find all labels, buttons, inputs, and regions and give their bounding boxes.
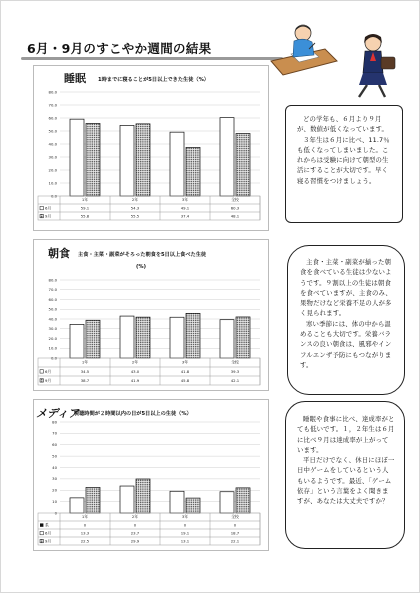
sleep-category-title: 睡眠 [64, 72, 86, 85]
y-tick-label: 0.0 [50, 355, 57, 361]
bar-sept [136, 479, 150, 513]
data-value-label: 19.1 [180, 530, 190, 536]
running-student-illustration [343, 31, 403, 101]
sleep-chart-panel [33, 65, 269, 231]
y-tick-label: 0 [54, 510, 57, 516]
data-value-label: 43.0 [130, 368, 140, 374]
y-tick-label: 80 [52, 419, 57, 425]
data-value-label: 34.5 [80, 368, 90, 374]
bar-june [120, 316, 134, 358]
bar-june [170, 317, 184, 358]
y-tick-label: 80.0 [48, 89, 57, 95]
x-category-label: 全校 [231, 196, 239, 202]
breakfast-comment-bubble [287, 245, 405, 395]
y-tick-label: 0.0 [50, 193, 57, 199]
x-category-label: 2年 [131, 196, 139, 202]
data-value-label: 13.3 [80, 530, 90, 536]
data-value-label: 0 [183, 522, 187, 528]
y-tick-label: 10 [52, 498, 57, 504]
bar-sept [86, 123, 100, 196]
data-value-label: 23.7 [130, 530, 140, 536]
y-tick-label: 30.0 [48, 154, 57, 160]
data-value-label: 39.3 [230, 368, 240, 374]
bar-june [120, 486, 134, 513]
media-comment-bubble [285, 401, 405, 549]
x-category-label: 3年 [181, 513, 189, 519]
y-tick-label: 20.0 [48, 335, 57, 341]
bar-sept [136, 317, 150, 358]
series-label: 6月 [45, 205, 52, 211]
sleep-chart-subtitle-text: 1時までに寝ることが5日以上できた生徒（%） [98, 77, 209, 83]
x-category-label: 全校 [231, 359, 239, 365]
bar-sept [236, 317, 250, 358]
y-tick-label: 50 [52, 453, 57, 459]
data-value-label: 48.1 [230, 213, 240, 219]
data-value-label: 60.3 [230, 205, 240, 211]
data-table-frame [38, 358, 260, 385]
series-label: 6月 [45, 530, 52, 536]
data-value-label: 54.3 [130, 205, 140, 211]
sleep-comment-bubble [285, 105, 403, 223]
media-chart-panel [33, 399, 269, 551]
data-value-label: 22.5 [80, 538, 90, 544]
y-tick-label: 20.0 [48, 167, 57, 173]
data-value-label: 22.1 [230, 538, 240, 544]
y-tick-label: 50.0 [48, 128, 57, 134]
media-comment-1: 睡眠や食事に比べ、達成率がとても低いです。１，２年生は６月に比べ９月は達成率が上がっています。 [297, 415, 395, 454]
data-value-label: 42.1 [230, 377, 240, 383]
bar-june [220, 118, 234, 196]
data-value-label: 18.7 [230, 530, 240, 536]
y-tick-label: 10.0 [48, 345, 57, 351]
data-value-label: 55.8 [80, 213, 90, 219]
series-label: 系 [45, 522, 49, 528]
bar-sept [236, 488, 250, 513]
page-title: 6月・9月のすこやか週間の結果 [27, 41, 212, 56]
breakfast-chart-subtitle: 主食・主菜・副菜がそろった朝食を5日以上食べた生徒 [78, 252, 207, 258]
title-underline [21, 57, 283, 60]
legend-swatch [40, 214, 43, 217]
x-category-label: 2年 [131, 359, 139, 365]
breakfast-category-title: 朝食 [48, 247, 70, 260]
x-category-label: 1年 [81, 196, 89, 202]
data-value-label: 41.8 [180, 368, 190, 374]
bar-sept [186, 147, 200, 196]
legend-swatch [40, 539, 43, 542]
data-value-label: 38.7 [80, 377, 90, 383]
bar-june [170, 491, 184, 513]
bar-june [220, 492, 234, 513]
y-tick-label: 60.0 [48, 296, 57, 302]
media-chart-subtitle: 視聴時間が２時間以内の日が5日以上の生徒（%） [74, 411, 192, 417]
x-category-label: 3年 [181, 196, 189, 202]
series-label: 6月 [45, 368, 52, 374]
x-category-label: 3年 [181, 359, 189, 365]
studying-student-illustration [269, 21, 339, 79]
y-tick-label: 40 [52, 464, 57, 470]
x-category-label: 1年 [81, 513, 89, 519]
data-value-label: 29.9 [130, 538, 140, 544]
y-tick-label: 50.0 [48, 306, 57, 312]
legend-swatch [40, 379, 43, 382]
data-value-label: 55.5 [130, 213, 140, 219]
bar-sept [236, 133, 250, 196]
breakfast-comment-2: 寒い季節には、体の中から温めることも大切です。栄養バランスの良い朝食は、風邪やインフルエンザ予防にもつながります。 [300, 319, 392, 369]
y-tick-label: 20 [52, 487, 57, 493]
x-category-label: 全校 [231, 513, 239, 519]
breakfast-chart-panel [33, 239, 269, 391]
data-value-label: 59.1 [80, 205, 90, 211]
media-bar-chart [34, 400, 270, 552]
bar-june [70, 498, 84, 513]
data-value-label: 49.1 [180, 205, 190, 211]
bar-sept [186, 498, 200, 513]
breakfast-bar-chart [34, 240, 270, 392]
breakfast-comment-1: 主食・主菜・副菜が揃った朝食を食べている生徒は少ないようです。９割以上の生徒は朝食を食べていますが、主食のみ、果物だけなど栄養不足の人が多く見られます。 [300, 258, 392, 318]
media-comment-2: 平日だけでなく、休日にほぼ一日中ゲームをしているという人もいるようです。最近、「ゲーム依存」という言葉をよく聞きますが、あなたは大丈夫ですか？ [297, 456, 395, 506]
legend-swatch [40, 370, 43, 373]
series-label: 9月 [45, 377, 52, 383]
y-tick-label: 80.0 [48, 277, 57, 283]
y-tick-label: 60.0 [48, 115, 57, 121]
data-value-label: 45.8 [180, 377, 190, 383]
bar-june [70, 119, 84, 196]
bar-sept [86, 320, 100, 358]
y-tick-label: 40.0 [48, 141, 57, 147]
bar-june [170, 132, 184, 196]
bar-june [70, 324, 84, 358]
data-value-label: 0 [233, 522, 237, 528]
data-value-label: 41.9 [130, 377, 140, 383]
sleep-comment-1: どの学年も、６月より９月が、数値が低くなっています。 [297, 115, 389, 134]
series-label: 9月 [45, 213, 52, 219]
data-value-label: 37.4 [180, 213, 190, 219]
y-tick-label: 10.0 [48, 180, 57, 186]
bar-june [120, 125, 134, 196]
x-category-label: 2年 [131, 513, 139, 519]
legend-swatch [40, 206, 43, 209]
y-tick-label: 70.0 [48, 287, 57, 293]
data-value-label: 13.1 [180, 538, 190, 544]
sleep-comment-2: ３年生は６月に比べ、11.7％も低くなってしまいました。これからは受験に向けて朝型の生活にすることが大切です。早く寝る習慣をつけましょう。 [297, 135, 390, 185]
series-label: 9月 [45, 538, 52, 544]
data-value-label: 0 [133, 522, 137, 528]
media-category-title: メディア [36, 407, 80, 420]
bar-sept [186, 313, 200, 358]
bar-june [220, 320, 234, 358]
y-tick-label: 60 [52, 442, 57, 448]
data-value-label: 0 [83, 522, 87, 528]
x-category-label: 1年 [81, 359, 89, 365]
y-tick-label: 30.0 [48, 326, 57, 332]
y-tick-label: 70 [52, 430, 57, 436]
data-table-frame [38, 196, 260, 220]
legend-swatch [40, 523, 43, 526]
legend-swatch [40, 531, 43, 534]
sleep-bar-chart [34, 66, 270, 232]
y-tick-label: 40.0 [48, 316, 57, 322]
y-tick-label: 70.0 [48, 102, 57, 108]
y-tick-label: 30 [52, 476, 57, 482]
breakfast-chart-unit: (%) [136, 264, 146, 270]
bar-sept [136, 124, 150, 196]
bar-sept [86, 487, 100, 513]
